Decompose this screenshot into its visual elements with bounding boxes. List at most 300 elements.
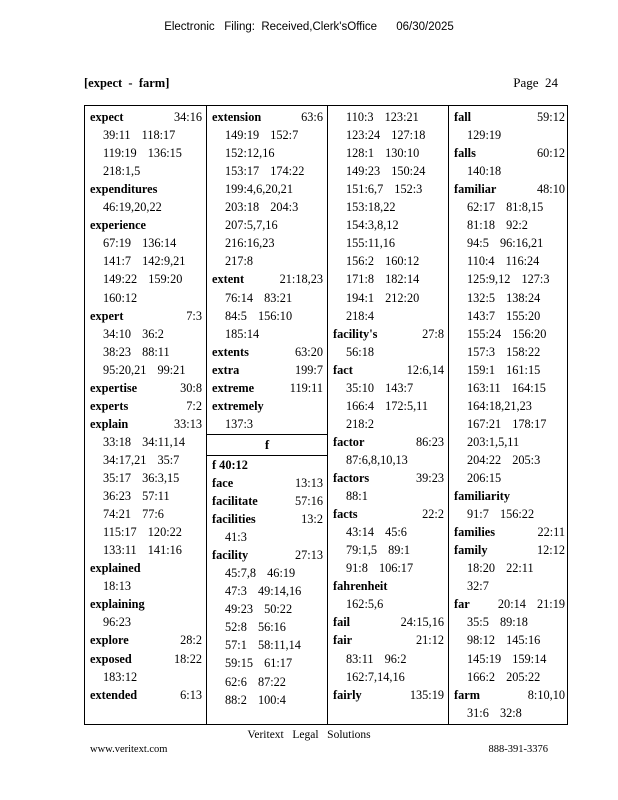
page-line-references [467,631,565,649]
page-line-references [103,162,202,180]
index-term: extra [212,362,240,377]
index-term-entry [333,433,444,451]
page-line-reference: 154:3,8,12 [346,218,399,233]
page-line-references [103,433,202,451]
page-line-reference: 46:19,20,22 [103,200,162,215]
page-line-reference: 74:21 77:6 [103,507,164,522]
index-column-1 [85,106,206,724]
index-column-3 [327,106,448,724]
page-line-reference: 125:9,12 127:3 [467,272,550,287]
page-line-references [225,528,323,546]
index-term-entry [212,474,323,492]
page-line-references [467,216,565,234]
page-line-reference: 98:12 145:16 [467,633,541,648]
page-line-references [346,379,444,397]
page-line-references [103,577,202,595]
index-term-entry [90,686,202,704]
index-term: fail [333,615,351,630]
page-line-reference: 135:19 [409,687,444,702]
index-term-entry [333,325,444,343]
page-line-references [467,126,565,144]
page-line-references [225,180,323,198]
index-term-entry [454,686,565,704]
index-term-entry [90,397,202,415]
page-line-references [346,541,444,559]
index-term: facility [212,548,249,563]
page-line-reference: 27:13 [294,548,323,563]
page-line-reference: 163:11 164:15 [467,380,546,395]
page-line-references [467,469,565,487]
page-line-reference: 185:14 [225,326,260,341]
page-line-references [225,582,323,600]
page-line-reference: 218:4 [346,308,375,323]
page-line-reference: 38:23 88:11 [103,344,170,359]
page-line-reference: 143:7 155:20 [467,308,541,323]
page-line-references [103,451,202,469]
index-term: extended [90,687,138,702]
page-line-references [467,397,565,415]
index-term: explain [90,416,129,431]
footer-phone: 888-391-3376 [488,744,548,755]
index-term: explaining [90,597,145,612]
page-line-references [346,234,444,252]
index-term-entry [333,613,444,631]
index-term-entry [333,631,444,649]
index-term-entry [333,361,444,379]
page-line-reference: 199:7 [294,362,323,377]
page-line-reference: 27:8 [422,326,444,341]
index-term: extreme [212,380,255,395]
page-line-references [467,650,565,668]
page-line-reference: 88:1 [346,489,368,504]
page-line-reference: 12:6,14 [406,362,444,377]
page-line-reference: 217:8 [225,254,254,269]
page-line-references [346,343,444,361]
page-line-reference: 35:17 36:3,15 [103,471,180,485]
page-line-references [346,198,444,216]
index-term-entry [454,487,565,505]
index-term: fall [454,110,472,124]
page-line-reference: 203:1,5,11 [467,434,520,449]
page-line-reference: 60:12 [536,146,565,161]
page-line-reference: 18:20 22:11 [467,561,534,576]
page-line-reference: 83:11 96:2 [346,651,407,666]
page-line-reference: 22:2 [422,507,444,522]
page-line-reference: 133:11 141:16 [103,543,182,558]
page-line-references [467,289,565,307]
index-term: facilitate [212,494,258,508]
page-line-reference: 48:10 [536,182,565,197]
index-term-entry [90,559,202,577]
page-line-references [225,216,323,234]
page-line-references [467,307,565,325]
page-line-references [225,307,323,325]
page-line-reference: 206:15 [467,471,502,485]
page-line-reference: 20:14 21:19 [497,597,565,612]
page-line-references [467,433,565,451]
index-term: expert [90,308,124,323]
page-line-reference: 91:7 156:22 [467,507,535,522]
page-line-reference: 183:12 [103,669,138,684]
page-line-reference: 33:13 [173,416,202,431]
page-line-reference: 81:18 92:2 [467,218,528,233]
page-line-reference: 153:17 174:22 [225,164,305,179]
index-term: facts [333,507,358,522]
index-term-entry [333,505,444,523]
index-term-entry [212,343,323,361]
page-line-reference: 91:8 106:17 [346,561,414,576]
page-line-reference: 199:4,6,20,21 [225,182,293,197]
word-index-grid [84,105,568,725]
page-line-reference: 119:11 [289,380,323,395]
index-term: extension [212,110,262,124]
page-line-references [467,234,565,252]
index-column-4 [448,106,569,724]
page-line-references [346,415,444,433]
index-term: expect [90,110,124,124]
index-term: fairly [333,687,362,702]
index-term-entry [454,595,565,613]
page-line-reference: 129:19 [467,128,502,143]
page-line-reference: 30:8 [180,380,202,395]
page-line-references [467,668,565,686]
page-line-reference: 132:5 138:24 [467,290,541,305]
page-line-references [225,252,323,270]
page-line-references [346,523,444,541]
page-line-reference: 84:5 156:10 [225,308,293,323]
page-line-reference: 166:4 172:5,11 [346,398,429,413]
page-line-reference: 128:1 130:10 [346,146,420,161]
page-line-references [467,415,565,433]
page-line-reference: 49:23 50:22 [225,602,293,617]
page-line-references [225,600,323,618]
index-term: f 40:12 [212,457,248,472]
page-line-reference: 36:23 57:11 [103,489,170,504]
index-term-entry [454,180,565,198]
page-line-references [225,162,323,180]
index-term: extents [212,344,249,359]
page-line-reference: 31:6 32:8 [467,705,522,720]
page-line-reference: 18:13 [103,579,132,594]
page-line-reference: 152:12,16 [225,146,275,161]
page-line-reference: 204:22 205:3 [467,452,541,467]
index-term: familiarity [454,489,511,504]
index-term-entry [454,108,565,126]
page-line-reference: 57:16 [294,494,323,508]
index-term-entry [212,270,323,288]
page-line-references [346,108,444,126]
filing-stamp: Electronic Filing: Received,Clerk'sOffice 06/30/2025 [164,21,454,33]
index-term-entry [90,415,202,433]
page-line-references [225,415,323,433]
page-line-reference: 35:5 89:18 [467,615,528,630]
index-term: falls [454,146,476,161]
index-term: farm [454,687,480,702]
page-line-reference: 141:7 142:9,21 [103,254,186,269]
page-line-references [103,144,202,162]
page-line-reference: 86:23 [415,434,444,449]
page-line-references [103,613,202,631]
index-term: facility's [333,326,378,341]
page-line-reference: 76:14 83:21 [225,290,293,305]
page-line-reference: 41:3 [225,530,247,545]
index-column-2 [206,106,327,724]
page-line-reference: 160:12 [103,290,138,305]
page-line-references [467,270,565,288]
index-range: [expect - farm] [84,76,170,90]
index-term: explore [90,633,129,648]
page-line-reference: 24:15,16 [400,615,444,630]
page-line-references [225,126,323,144]
page-line-reference: 43:14 45:6 [346,525,407,540]
page-line-reference: 34:10 36:2 [103,326,164,341]
index-term-entry [333,469,444,487]
footer-website: www.veritext.com [90,744,168,755]
page-line-reference: 149:22 159:20 [103,272,183,287]
index-term: expenditures [90,182,158,197]
page-line-references [103,234,202,252]
page-line-reference: 52:8 56:16 [225,620,286,635]
page-line-references [467,252,565,270]
index-term: exposed [90,651,132,666]
page-line-references [225,289,323,307]
page-line-reference: 166:2 205:22 [467,669,541,684]
page-line-reference: 153:18,22 [346,200,396,215]
page-line-references [103,325,202,343]
page-line-references [225,144,323,162]
page-line-references [103,668,202,686]
page-line-reference: 22:11 [537,525,565,540]
page-line-references [346,144,444,162]
index-term-entry [212,492,323,510]
page-line-references [467,325,565,343]
page-line-reference: 149:19 152:7 [225,128,299,143]
page-line-reference: 39:11 118:17 [103,128,176,143]
page-line-reference: 59:12 [536,110,565,124]
page-line-references [103,343,202,361]
section-letter-heading: f [207,434,327,456]
index-term-entry [212,546,323,564]
page-line-reference: 18:22 [173,651,202,666]
page-line-reference: 62:6 87:22 [225,674,286,689]
index-term: experience [90,218,146,233]
page-line-references [467,343,565,361]
page-line-reference: 8:10,10 [527,687,565,702]
index-term-entry [90,650,202,668]
page-line-reference: 216:16,23 [225,236,275,251]
index-term-entry [454,144,565,162]
page-line-reference: 63:20 [294,344,323,359]
index-term: far [454,597,470,612]
index-term-entry [212,510,323,528]
index-term: facilities [212,512,256,527]
page-line-references [103,487,202,505]
index-term-entry [90,180,202,198]
index-term: expertise [90,380,138,395]
page-line-references [467,577,565,595]
page-line-reference: 156:2 160:12 [346,254,420,269]
page-line-reference: 21:18,23 [279,272,323,287]
page-line-reference: 13:2 [301,512,323,527]
page-line-references [225,618,323,636]
index-term: fahrenheit [333,579,388,594]
page-line-reference: 159:1 161:15 [467,362,541,377]
page-line-references [467,451,565,469]
page-line-references [225,636,323,654]
page-line-reference: 149:23 150:24 [346,164,426,179]
page-line-references [346,252,444,270]
page-line-reference: 6:13 [180,687,202,702]
page-line-references [103,541,202,559]
page-line-references [346,180,444,198]
index-term: fair [333,633,353,648]
page-line-reference: 45:7,8 46:19 [225,566,296,581]
page-line-references [346,668,444,686]
page-line-references [225,673,323,691]
page-line-references [225,691,323,709]
page-line-references [346,216,444,234]
page-line-reference: 39:23 [415,471,444,485]
page-line-reference: 34:16 [173,110,202,124]
index-term-entry [212,379,323,397]
index-term: familiar [454,182,497,197]
page-line-references [103,289,202,307]
page-line-references [346,307,444,325]
page-line-reference: 28:2 [180,633,202,648]
index-term: fact [333,362,353,377]
page-line-reference: 155:11,16 [346,236,396,251]
page-line-reference: 162:5,6 [346,597,384,612]
index-term-entry [212,456,323,474]
page-line-references [346,451,444,469]
page-line-reference: 218:2 [346,416,375,431]
page-line-reference: 32:7 [467,579,489,594]
page-line-reference: 88:2 100:4 [225,692,286,707]
page-line-reference: 110:3 123:21 [346,110,419,124]
page-line-references [346,487,444,505]
page-line-references [225,564,323,582]
index-term: extremely [212,398,264,413]
page-line-reference: 167:21 178:17 [467,416,547,431]
page-line-references [346,559,444,577]
page-line-reference: 194:1 212:20 [346,290,420,305]
page-line-references [467,559,565,577]
index-term: explained [90,561,141,576]
index-term-entry [90,631,202,649]
page-line-reference: 115:17 120:22 [103,525,182,540]
page-line-references [103,126,202,144]
page-line-references [103,270,202,288]
page-line-references [103,198,202,216]
page-line-reference: 63:6 [301,110,323,124]
page-line-reference: 67:19 136:14 [103,236,177,251]
page-line-references [346,650,444,668]
page-line-reference: 79:1,5 89:1 [346,543,411,558]
page-line-references [467,704,565,722]
page-line-references [467,162,565,180]
page-line-reference: 155:24 156:20 [467,326,547,341]
page-line-references [346,162,444,180]
index-term: experts [90,398,129,413]
page-line-reference: 218:1,5 [103,164,141,179]
index-term-entry [90,108,202,126]
page-line-references [225,325,323,343]
page-line-reference: 59:15 61:17 [225,656,293,671]
index-term: factors [333,471,370,485]
page-line-references [103,469,202,487]
page-line-reference: 140:18 [467,164,502,179]
index-term-entry [212,108,323,126]
page-line-references [346,289,444,307]
page-line-reference: 62:17 81:8,15 [467,200,544,215]
index-term-entry [333,577,444,595]
page-line-reference: 203:18 204:3 [225,200,299,215]
page-line-reference: 47:3 49:14,16 [225,584,302,599]
page-line-references [346,397,444,415]
index-term-entry [90,379,202,397]
page-line-reference: 164:18,21,23 [467,398,532,413]
index-term-entry [454,541,565,559]
page-line-reference: 157:3 158:22 [467,344,541,359]
page-line-reference: 151:6,7 152:3 [346,182,423,197]
index-term-entry [90,595,202,613]
page-line-reference: 56:18 [346,344,375,359]
page-line-references [225,234,323,252]
page-line-reference: 95:20,21 99:21 [103,362,186,377]
page-line-reference: 7:2 [186,398,202,413]
page-line-references [225,198,323,216]
page-line-references [467,198,565,216]
page-line-reference: 137:3 [225,416,254,431]
page-line-references [225,654,323,672]
index-term: family [454,543,488,558]
page-line-references [103,252,202,270]
page-line-references [103,361,202,379]
page-line-reference: 96:23 [103,615,132,630]
index-term: extent [212,272,245,287]
footer-company: Veritext Legal Solutions [247,729,371,741]
page-line-references [467,361,565,379]
page-line-reference: 207:5,7,16 [225,218,278,233]
page-line-reference: 7:3 [186,308,202,323]
index-term-entry [90,216,202,234]
page-line-references [467,505,565,523]
page-line-references [103,505,202,523]
page-line-references [467,379,565,397]
page-line-reference: 34:17,21 35:7 [103,452,180,467]
page-line-reference: 110:4 116:24 [467,254,540,269]
page-line-reference: 87:6,8,10,13 [346,452,408,467]
page-line-references [103,523,202,541]
index-term: face [212,475,234,490]
page-line-reference: 171:8 182:14 [346,272,420,287]
index-term-entry [212,397,323,415]
page-line-references [346,126,444,144]
page-line-references [346,595,444,613]
page-line-reference: 119:19 136:15 [103,146,182,161]
page-line-reference: 21:12 [415,633,444,648]
page-line-reference: 123:24 127:18 [346,128,426,143]
page-number: Page 24 [513,75,558,90]
page-line-reference: 145:19 159:14 [467,651,547,666]
index-term: factor [333,434,365,449]
page-line-reference: 35:10 143:7 [346,380,414,395]
index-term-entry [333,686,444,704]
index-term-entry [212,361,323,379]
page-line-reference: 162:7,14,16 [346,669,405,684]
page-line-reference: 57:1 58:11,14 [225,638,301,653]
page-line-reference: 33:18 34:11,14 [103,434,186,449]
